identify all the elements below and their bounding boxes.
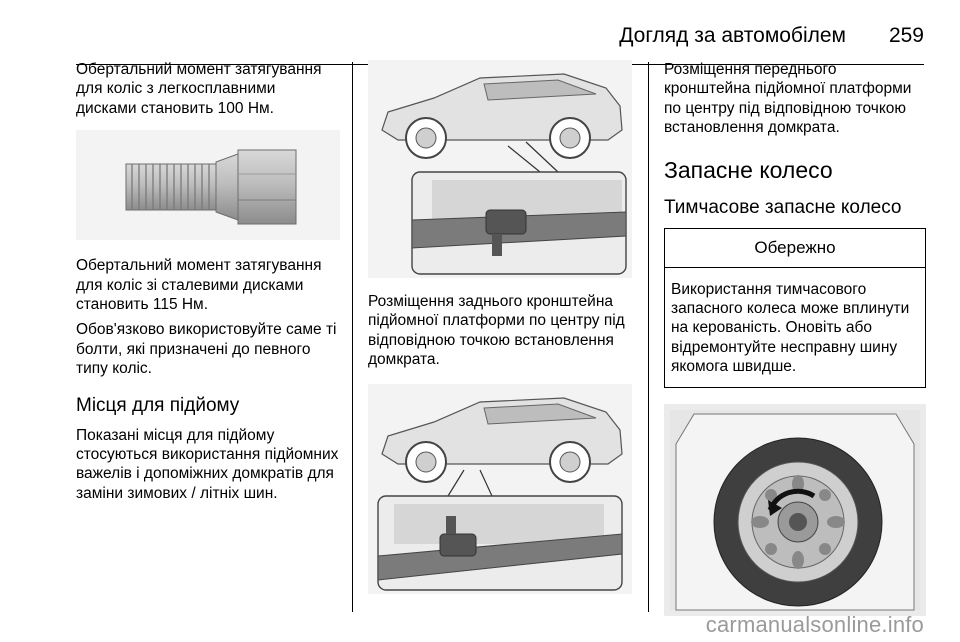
page-header: [76, 20, 924, 48]
spare-wheel-illustration: [664, 404, 926, 616]
torque-steel-text: Обертальний момент затягування для коліс зі сталевими дисками становить 115 Нм.: [76, 257, 322, 314]
front-lift-point-illustration: [368, 384, 632, 594]
warning-box: [664, 228, 926, 388]
warning-text: Використання тимчасового запасного колеса може вплинути на керованість. Оновіть або відремонтуйте несправну шину якомога швидше.: [671, 280, 910, 376]
wheel-bolt-icon: [76, 130, 340, 240]
car-rear-lift-icon: [368, 60, 632, 278]
spare-wheel-heading: Запасне колесо: [664, 156, 833, 183]
column-divider: [352, 62, 353, 612]
footer-watermark: carmanualsonline.info: [705, 612, 924, 637]
warning-title: Обережно: [665, 229, 925, 268]
page-number: 259: [888, 24, 924, 47]
section-title: Догляд за автомобілем: [619, 24, 846, 47]
torque-alloy-text: Обертальний момент затягування для коліс з легкосплавними дисками становить 100 Нм.: [76, 61, 322, 117]
column-left: [76, 60, 340, 503]
column-middle: [368, 60, 632, 594]
bolts-note-text: Обов'язково використовуйте саме ті болти, які призначені до певного типу коліс.: [76, 321, 337, 378]
column-divider: [648, 62, 649, 612]
temporary-spare-heading: Тимчасове запасне колесо: [664, 196, 902, 218]
rear-lift-caption: Розміщення заднього кронштейна підйомної платформи по центру під відповідною точкою встановлення домкрата.: [368, 293, 625, 369]
lifting-points-text: Показані місця для підйому стосуються використання підйомних важелів і допоміжних домкратів для заміни зимових / літніх шин.: [76, 426, 339, 502]
spare-wheel-icon: [664, 404, 926, 616]
column-right: [664, 60, 926, 616]
front-lift-text: Розміщення переднього кронштейна підйомної платформи по центру під відповідною точкою встановлення домкрата.: [664, 61, 912, 137]
lifting-points-heading: Місця для підйому: [76, 394, 240, 416]
car-front-lift-icon: [368, 384, 632, 594]
wheel-bolt-illustration: [76, 130, 340, 240]
rear-lift-point-illustration: [368, 60, 632, 278]
